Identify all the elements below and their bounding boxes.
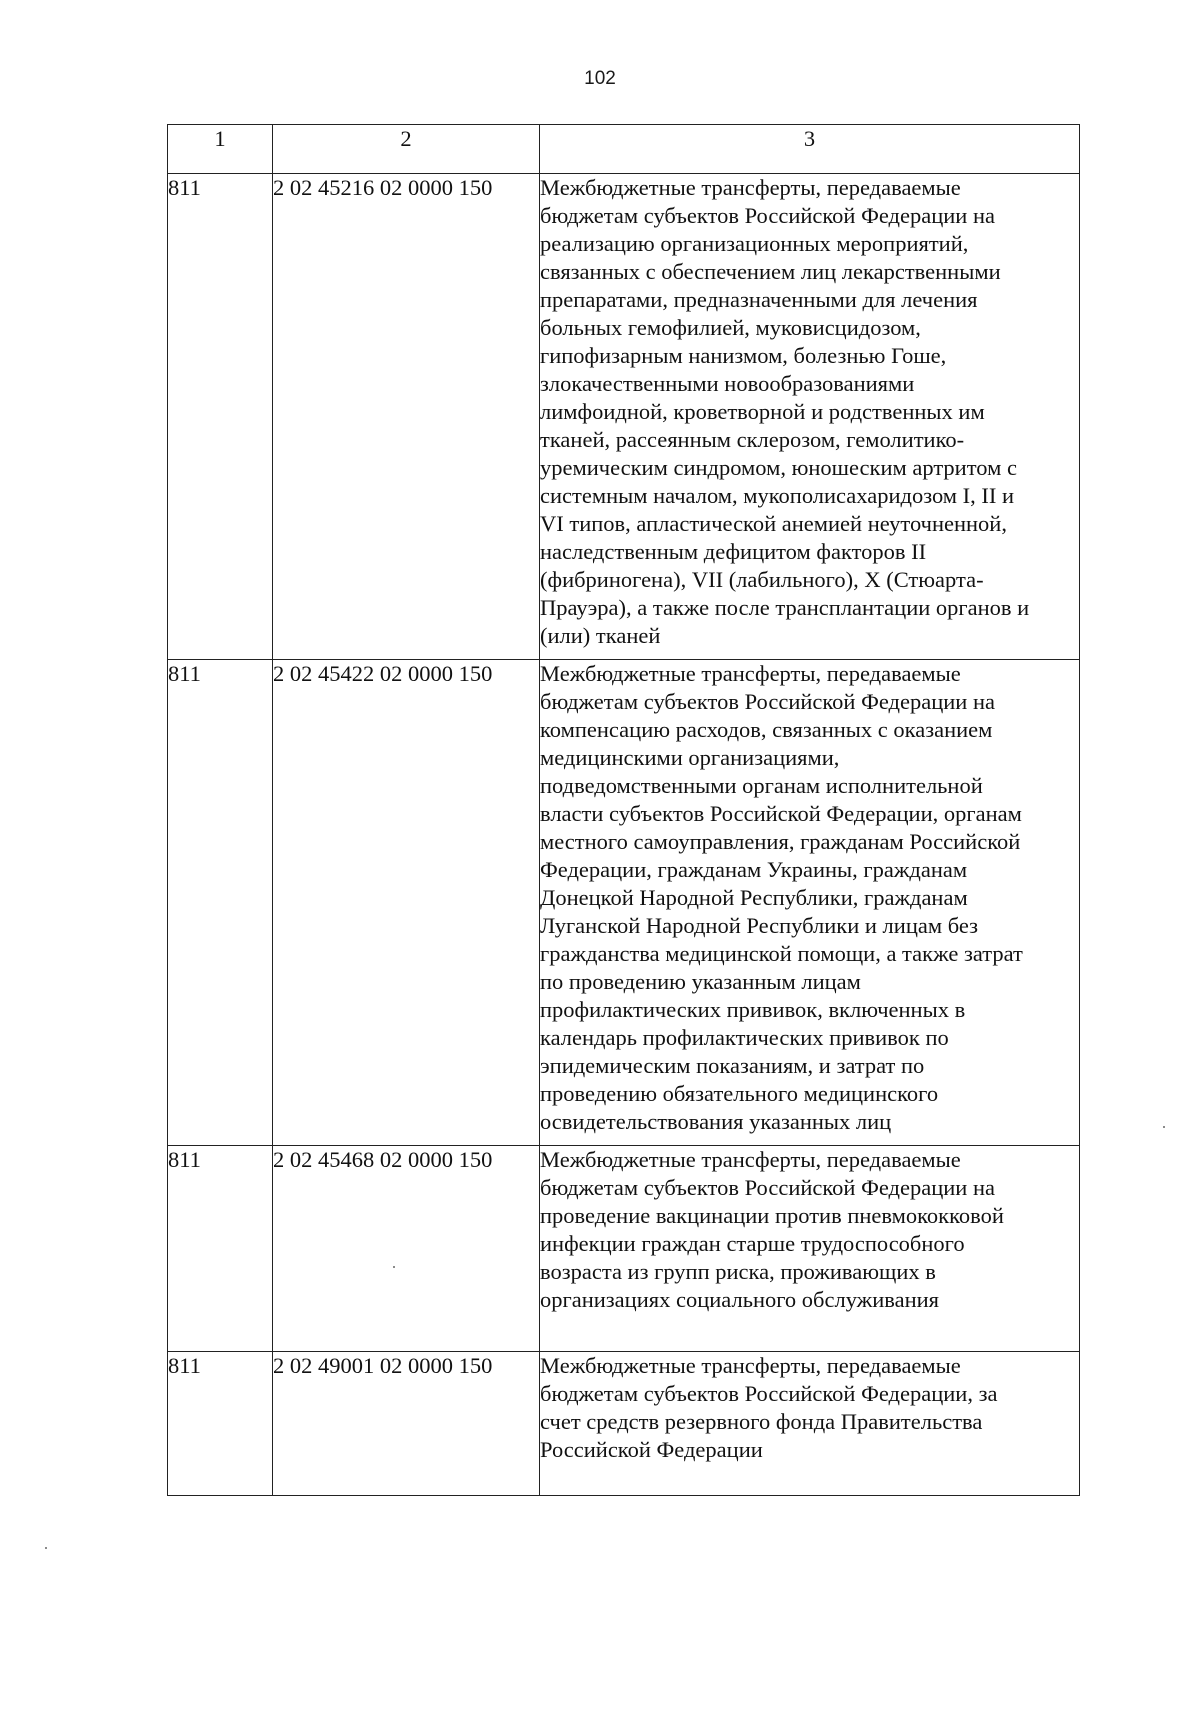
description-line: Российской Федерации xyxy=(540,1437,763,1462)
cell-description xyxy=(540,660,1080,1146)
header-col-2: 2 xyxy=(273,125,540,174)
header-col-1: 1 xyxy=(168,125,273,174)
description-line: злокачественными новообразованиями xyxy=(540,371,915,396)
description-line: профилактических прививок, включенных в xyxy=(540,997,966,1022)
description-line: медицинскими организациями, xyxy=(540,745,840,770)
table-row xyxy=(168,660,1080,1146)
cell-budget-classification-code: 2 02 45216 02 0000 150 xyxy=(273,174,540,660)
description-line: по проведению указанным лицам xyxy=(540,969,861,994)
description-line: (или) тканей xyxy=(540,623,661,648)
cell-budget-classification-code: 2 02 45468 02 0000 150 xyxy=(273,1146,540,1352)
description-line: бюджетам субъектов Российской Федерации на xyxy=(540,203,995,228)
description-line: бюджетам субъектов Российской Федерации, за xyxy=(540,1381,998,1406)
description-line: компенсацию расходов, связанных с оказанием xyxy=(540,717,993,742)
description-line: Межбюджетные трансферты, передаваемые xyxy=(540,1147,961,1172)
cell-admin-code: 811 xyxy=(168,174,273,660)
description-line: гражданства медицинской помощи, а также затрат xyxy=(540,941,1023,966)
table-row xyxy=(168,1146,1080,1352)
description-line: Межбюджетные трансферты, передаваемые xyxy=(540,175,961,200)
description-line: бюджетам субъектов Российской Федерации на xyxy=(540,1175,995,1200)
description-line: счет средств резервного фонда Правительства xyxy=(540,1409,983,1434)
cell-admin-code: 811 xyxy=(168,1352,273,1496)
description-line: инфекции граждан старше трудоспособного xyxy=(540,1231,965,1256)
cell-admin-code: 811 xyxy=(168,1146,273,1352)
description-line: больных гемофилией, муковисцидозом, xyxy=(540,315,921,340)
description-line: Межбюджетные трансферты, передаваемые xyxy=(540,661,961,686)
table-row xyxy=(168,174,1080,660)
description-line: Прауэра), а также после трансплантации органов и xyxy=(540,595,1030,620)
scan-speck xyxy=(1163,1126,1165,1128)
description-line: возраста из групп риска, проживающих в xyxy=(540,1259,936,1284)
description-line: проведение вакцинации против пневмококковой xyxy=(540,1203,1004,1228)
cell-budget-classification-code: 2 02 49001 02 0000 150 xyxy=(273,1352,540,1496)
cell-description xyxy=(540,1352,1080,1496)
budget-table xyxy=(167,124,1080,1496)
page-number: 102 xyxy=(584,68,616,89)
description-line: бюджетам субъектов Российской Федерации на xyxy=(540,689,995,714)
cell-admin-code: 811 xyxy=(168,660,273,1146)
description-line: проведению обязательного медицинского xyxy=(540,1081,939,1106)
description-line: Луганской Народной Республики и лицам без xyxy=(540,913,979,938)
description-line: (фибриногена), VII (лабильного), X (Стюарта- xyxy=(540,567,984,592)
description-line: власти субъектов Российской Федерации, органам xyxy=(540,801,1022,826)
description-line: организациях социального обслуживания xyxy=(540,1287,940,1312)
description-line: реализацию организационных мероприятий, xyxy=(540,231,969,256)
description-line: гипофизарным нанизмом, болезнью Гоше, xyxy=(540,343,947,368)
description-line: лимфоидной, кроветворной и родственных им xyxy=(540,399,985,424)
cell-budget-classification-code: 2 02 45422 02 0000 150 xyxy=(273,660,540,1146)
description-line: системным началом, мукополисахаридозом I, II и xyxy=(540,483,1015,508)
table-row xyxy=(168,1352,1080,1496)
header-col-3: 3 xyxy=(540,125,1080,174)
description-line: наследственным дефицитом факторов II xyxy=(540,539,927,564)
description-line: местного самоуправления, гражданам Российской xyxy=(540,829,1021,854)
description-line: подведомственными органам исполнительной xyxy=(540,773,983,798)
description-line: тканей, рассеянным склерозом, гемолитико- xyxy=(540,427,965,452)
scan-speck xyxy=(45,1547,47,1549)
description-line: уремическим синдромом, юношеским артритом с xyxy=(540,455,1017,480)
scan-speck xyxy=(393,1266,395,1268)
cell-description xyxy=(540,174,1080,660)
cell-description xyxy=(540,1146,1080,1352)
description-line: VI типов, апластической анемией неуточненной, xyxy=(540,511,1007,536)
description-line: связанных с обеспечением лиц лекарственными xyxy=(540,259,1001,284)
description-line: календарь профилактических прививок по xyxy=(540,1025,949,1050)
description-line: Донецкой Народной Республики, гражданам xyxy=(540,885,968,910)
description-line: эпидемическим показаниям, и затрат по xyxy=(540,1053,925,1078)
description-line: препаратами, предназначенными для лечения xyxy=(540,287,978,312)
description-line: Межбюджетные трансферты, передаваемые xyxy=(540,1353,961,1378)
table-header-row xyxy=(168,125,1080,174)
description-line: освидетельствования указанных лиц xyxy=(540,1109,892,1134)
description-line: Федерации, гражданам Украины, гражданам xyxy=(540,857,968,882)
